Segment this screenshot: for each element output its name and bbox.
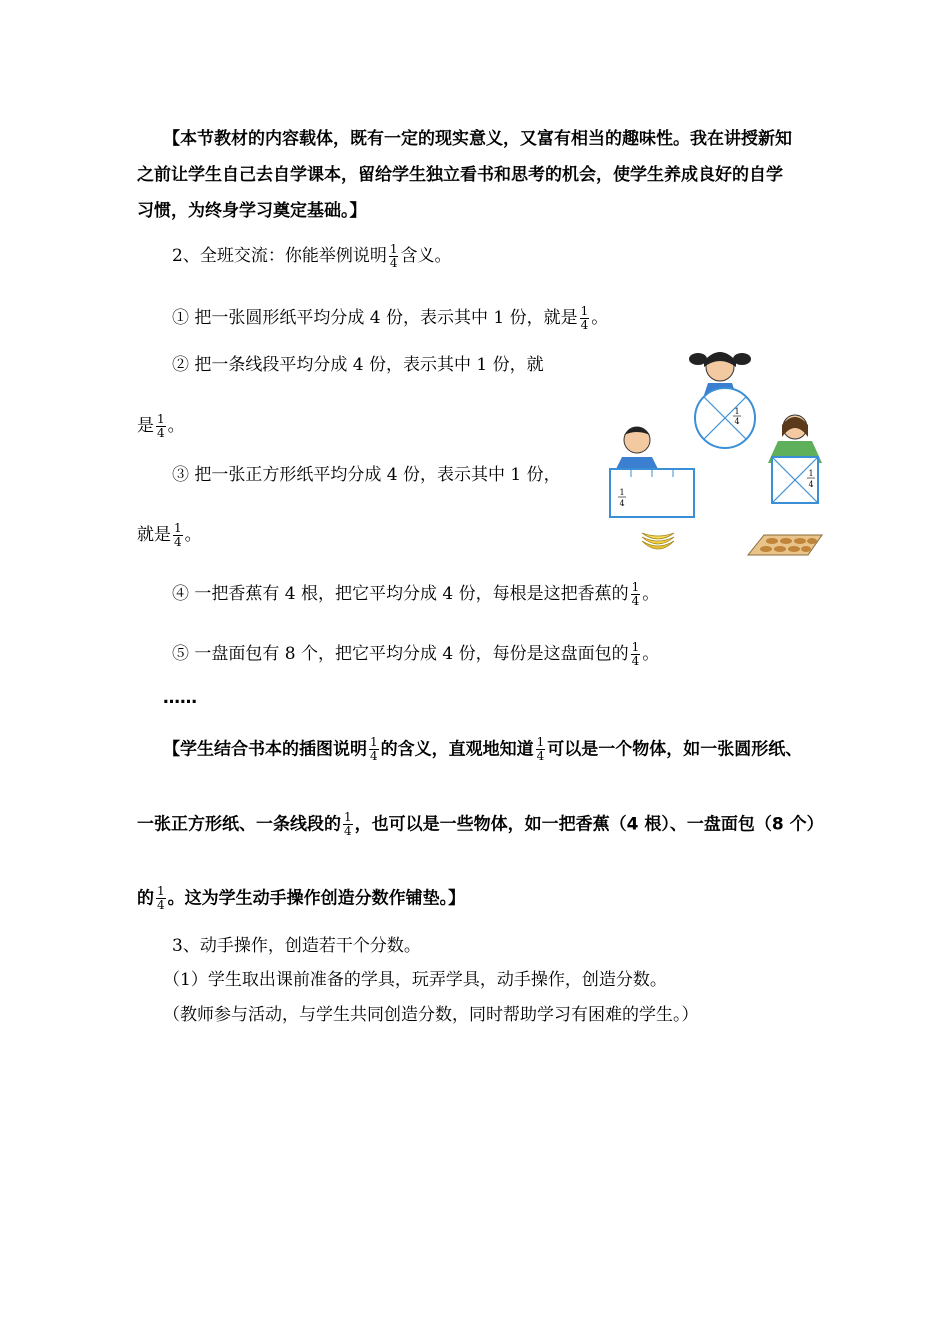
note2-line1: 【学生结合书本的插图说明 $\frac{1}{4}$ 的含义，直观地知道 $\frac{1}{4}$ 可以是一个物体，如一张圆形纸、 <box>163 735 803 763</box>
note1-line2: 之前让学生自己去自学课本，留给学生独立看书和思考的机会，使学生养成良好的自学 <box>137 165 783 185</box>
fraction-one-quarter: $\frac{1}{4}$ <box>344 810 352 838</box>
bread-tray-icon <box>748 535 822 555</box>
fraction-one-quarter: $\frac{1}{4}$ <box>631 580 640 608</box>
svg-text:1: 1 <box>619 488 625 497</box>
section2-heading: 2、全班交流：你能举例说明 $\frac{1}{4}$ 含义。 <box>172 242 452 270</box>
item-3-cont: 就是 $\frac{1}{4}$ 。 <box>137 521 202 549</box>
note1-line1: 【本节教材的内容载体，既有一定的现实意义，又富有相当的趣味性。我在讲授新知 <box>163 129 792 149</box>
note1-line3: 习惯，为终身学习奠定基础。】 <box>137 201 367 221</box>
svg-text:4: 4 <box>734 417 740 426</box>
girl-with-square-icon <box>768 415 822 503</box>
svg-text:1: 1 <box>734 407 740 416</box>
item-2: ② 把一条线段平均分成 4 份，表示其中 1 份，就 <box>172 355 544 375</box>
fraction-one-quarter: $\frac{1}{4}$ <box>536 735 545 763</box>
banana-icon <box>642 533 674 549</box>
fraction-one-quarter: $\frac{1}{4}$ <box>174 521 182 549</box>
fraction-one-quarter: $\frac{1}{4}$ <box>157 412 165 440</box>
boy-with-strip-icon <box>610 427 694 517</box>
item-3: ③ 把一张正方形纸平均分成 4 份，表示其中 1 份， <box>172 465 561 485</box>
fraction-one-quarter: $\frac{1}{4}$ <box>631 640 640 668</box>
ellipsis: …… <box>163 688 197 708</box>
svg-text:4: 4 <box>619 499 625 508</box>
item-2-cont: 是 $\frac{1}{4}$ 。 <box>137 412 185 440</box>
item-1: ① 把一张圆形纸平均分成 4 份，表示其中 1 份，就是 $\frac{1}{4}$ 。 <box>172 304 609 332</box>
item-4: ④ 一把香蕉有 4 根，把它平均分成 4 份，每根是这把香蕉的 $\frac{1}{4}$ 。 <box>172 580 660 608</box>
fraction-one-quarter: $\frac{1}{4}$ <box>389 242 398 270</box>
svg-text:4: 4 <box>808 480 814 489</box>
svg-text:1: 1 <box>808 469 814 478</box>
note2-line2: 一张正方形纸、一条线段的 $\frac{1}{4}$ ，也可以是一些物体，如一把香蕉（4 根）、一盘面包（8 个） <box>137 810 824 838</box>
fraction-illustration <box>600 345 860 565</box>
fraction-one-quarter: $\frac{1}{4}$ <box>580 304 589 332</box>
section3-heading: 3、动手操作，创造若干个分数。 <box>172 936 421 956</box>
fraction-one-quarter: $\frac{1}{4}$ <box>370 735 378 763</box>
item-5: ⑤ 一盘面包有 8 个，把它平均分成 4 份，每份是这盘面包的 $\frac{1}{4}$ 。 <box>172 640 660 668</box>
fraction-one-quarter: $\frac{1}{4}$ <box>157 884 165 912</box>
girl-with-circle-icon <box>689 352 755 448</box>
section3-p1: （1）学生取出课前准备的学具，玩弄学具，动手操作，创造分数。 <box>163 970 667 990</box>
note2-line3: 的 $\frac{1}{4}$ 。这为学生动手操作创造分数作铺垫。】 <box>137 884 466 912</box>
section3-p2: （教师参与活动，与学生共同创造分数，同时帮助学习有困难的学生。） <box>163 1005 699 1025</box>
